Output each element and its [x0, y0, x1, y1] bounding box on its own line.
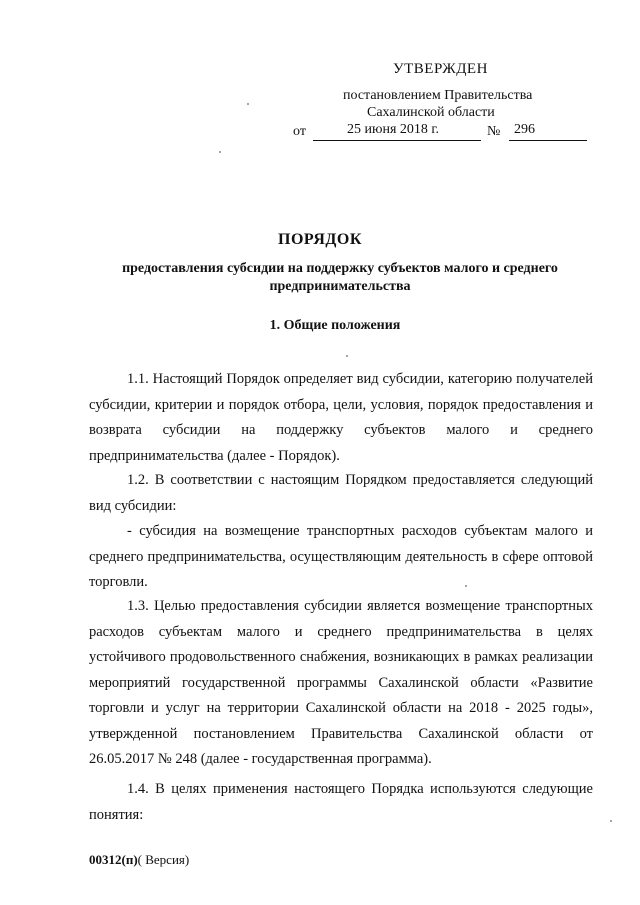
scan-speck — [610, 820, 612, 822]
decree-line-1: постановлением Правительства — [343, 88, 533, 103]
scan-speck — [247, 103, 249, 105]
scan-speck — [465, 585, 467, 587]
footer-code: 00312(п) — [89, 852, 138, 867]
document-subtitle: предоставления субсидии на поддержку субъектов малого и среднего предпринимательства — [122, 261, 558, 294]
decree-line-2: Сахалинской области — [367, 105, 495, 120]
scan-speck — [219, 151, 221, 153]
paragraph-1-1: 1.1. Настоящий Порядок определяет вид субсидии, категорию получателей субсидии, критерии и порядок отбора, цели, условия, порядок предоставления и возврата субсидии на поддержку субъектов малого и среднего предпринимательства (далее - Порядок). — [89, 371, 593, 464]
decree-date: 25 июня 2018 г. — [347, 122, 440, 137]
decree-number: 296 — [514, 122, 535, 137]
paragraph-1-4: 1.4. В целях применения настоящего Порядка используются следующие понятия: — [89, 781, 593, 823]
number-label: № — [487, 124, 501, 139]
paragraph-1-3: 1.3. Целью предоставления субсидии является возмещение транспортных расходов субъектам малого и среднего предпринимательства в целях устойчивого продовольственного снабжения, возникающих в рамках реализации мероприятий государственной программы Сахалинской области «Развитие торговли и услуг на территории Сахалинской области на 2018 - 2025 годы», утвержденной постановлением Правительства Сахалинской области от 26.05.2017 № 248 (далее - государственная программа). — [89, 598, 593, 767]
scan-speck — [346, 355, 348, 357]
footer-version: ( Версия) — [137, 852, 190, 867]
paragraph-1-2-item: - субсидия на возмещение транспортных расходов субъектам малого и среднего предпринимательства, осуществляющим деятельность в сфере оптовой торговли. — [89, 523, 593, 590]
document-title: ПОРЯДОК — [278, 231, 362, 248]
page-footer — [89, 852, 189, 868]
paragraph-1-2: 1.2. В соответствии с настоящим Порядком предоставляется следующий вид субсидии: — [89, 472, 593, 514]
from-label: от — [293, 124, 306, 139]
approved-label: УТВЕРЖДЕН — [393, 61, 488, 77]
section-title: 1. Общие положения — [269, 318, 401, 333]
